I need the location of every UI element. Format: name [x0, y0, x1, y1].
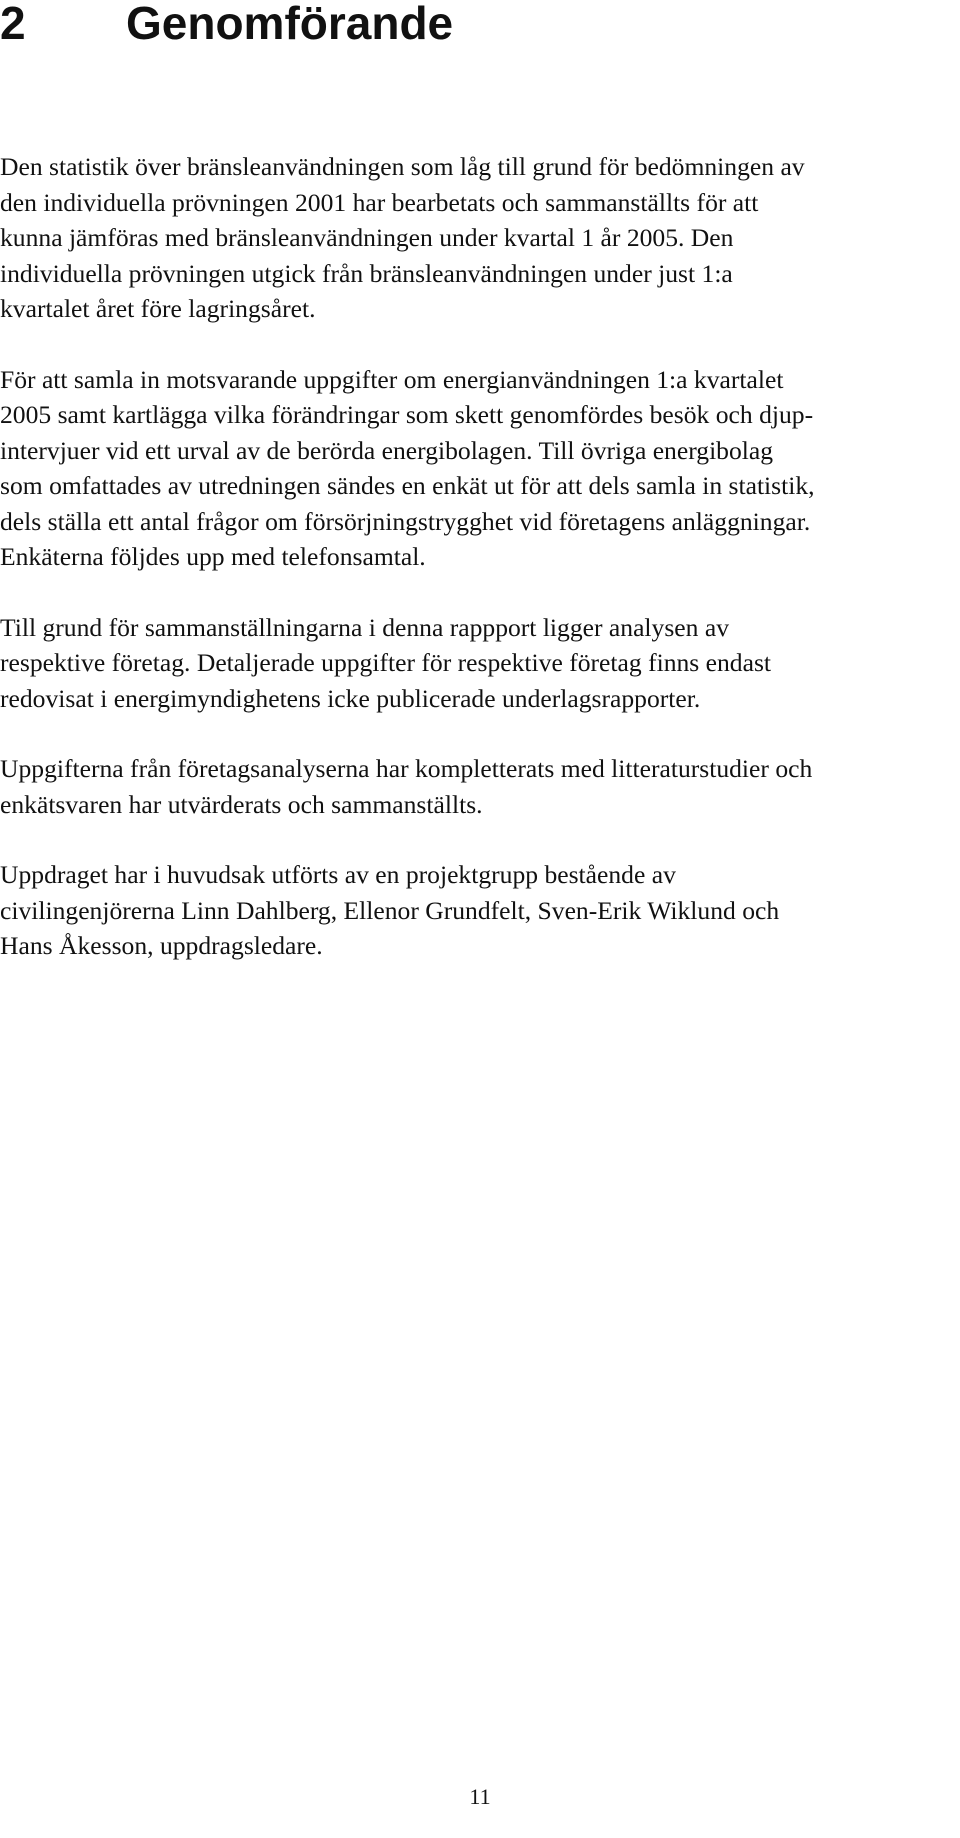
text-line: kvartalet året före lagringsåret.: [0, 294, 316, 323]
text-line: redovisat i energimyndighetens icke publicerade underlagsrapporter.: [0, 683, 701, 713]
paragraph-1: [0, 149, 955, 327]
section-title: Genomförande: [126, 0, 454, 49]
paragraph-3: [0, 610, 955, 717]
text-line: som omfattades av utredningen sändes en enkät ut för att dels samla in statistik,: [0, 471, 815, 500]
text-line: den individuella prövningen 2001 har bearbetats och sammanställts för att: [0, 187, 759, 217]
text-line: Den statistik över bränsleanvändningen som låg till grund för bedömningen av: [0, 152, 805, 181]
paragraph-5: [0, 857, 955, 964]
paragraph-2: [0, 362, 955, 575]
text-line: respektive företag. Detaljerade uppgifter för respektive företag finns endast: [0, 648, 772, 677]
text-line: civilingenjörerna Linn Dahlberg, Ellenor Grundfelt, Sven-Erik Wiklund och: [0, 895, 780, 925]
section-heading: [0, 0, 453, 48]
text-line: enkätsvaren har utvärderats och sammanställts.: [0, 789, 483, 819]
text-line: Uppgifterna från företagsanalyserna har kompletterats med litteraturstudier och: [0, 754, 813, 783]
text-line: intervjuer vid ett urval av de berörda energibolagen. Till övriga energibolag: [0, 435, 774, 465]
text-line: Till grund för sammanställningarna i denna rappport ligger analysen av: [0, 612, 730, 642]
body-text: [0, 149, 955, 999]
text-line: Enkäterna följdes upp med telefonsamtal.: [0, 542, 426, 571]
text-line: Uppdraget har i huvudsak utförts av en projektgrupp bestående av: [0, 860, 676, 889]
text-line: kunna jämföras med bränsleanvändningen under kvartal 1 år 2005. Den: [0, 223, 734, 252]
text-line: 2005 samt kartlägga vilka förändringar som skett genomfördes besök och djup-: [0, 400, 814, 429]
text-line: individuella prövningen utgick från bränsleanvändningen under just 1:a: [0, 258, 733, 288]
section-number: 2: [0, 0, 26, 49]
text-line: Hans Åkesson, uppdragsledare.: [0, 931, 323, 960]
page-number: 11: [469, 1784, 491, 1809]
paragraph-4: [0, 751, 955, 822]
text-line: För att samla in motsvarande uppgifter om energianvändningen 1:a kvartalet: [0, 364, 784, 394]
text-line: dels ställa ett antal frågor om försörjningstrygghet vid företagens anläggningar.: [0, 506, 811, 536]
